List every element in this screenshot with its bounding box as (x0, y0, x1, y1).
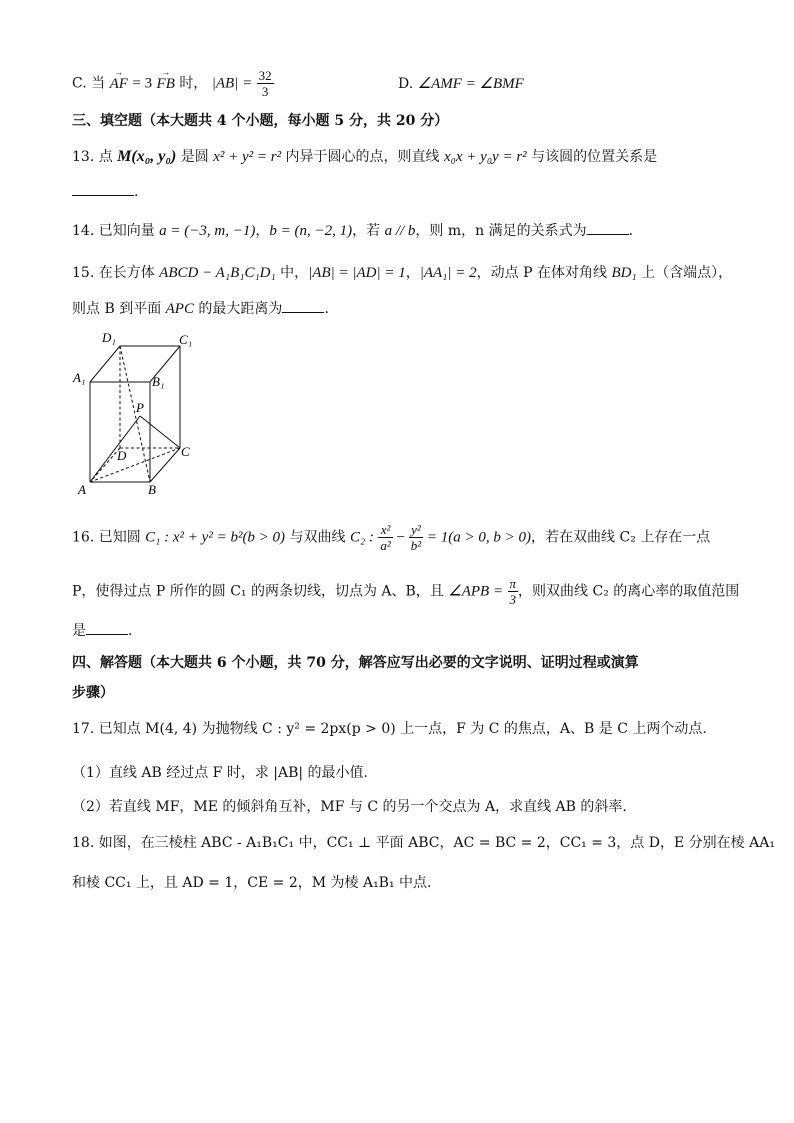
q16-hyperbola-rhs: = 1(a > 0, b > 0) (423, 529, 532, 546)
option-d-expr: ∠AMF = ∠BMF (417, 76, 524, 92)
question-13: 13. 点 M(x₀, y₀) 是圆 x² + y² = r² 内异于圆心的点，则直线 x₀x + y₀y = r² 与该圆的位置关系是 (72, 148, 658, 165)
label-d1: D₁ (102, 330, 116, 345)
vector-fb: → FB (156, 66, 175, 92)
q16-frac-x: $\frac{\text{x²}}{\text{a²}}$ (380, 522, 391, 553)
question-18-line-2: 和棱 CC₁ 上，且 AD = 1，CE = 2，M 为棱 A₁B₁ 中点. (72, 875, 432, 891)
q15-answer-blank (282, 312, 324, 313)
label-c1: C₁ (179, 332, 193, 347)
label-b: B (148, 482, 156, 497)
q14-answer-blank (587, 234, 629, 235)
question-17-part-2: （2）若直线 MF，ME 的倾斜角互补，MF 与 C 的另一个交点为 A，求直线 AB 的斜率. (72, 799, 627, 815)
question-16-line-1: 16. 已知圆 C₁ : x² + y² = b²(b > 0) 与双曲线 C₂ : $\frac{\text{x²}}{\text{a²}}$ − $\frac{\text{y²}}{\text{b²}}$ = 1(a > 0, b > 0)，若在双曲线 C₂ 上存在一点 (72, 522, 711, 553)
question-16-line-3: 是 . (72, 623, 133, 639)
fraction-32-3: $\frac{32}{3}$ (258, 68, 272, 99)
label-d: D (117, 448, 127, 463)
question-18-line-1: 18. 如图，在三棱柱 ABC - A₁B₁C₁ 中，CC₁ ⊥ 平面 ABC，AC = BC = 2，CC₁ = 3，点 D，E 分别在棱 AA₁ (72, 835, 775, 851)
question-15-line-1: 15. 在长方体 ABCD − A₁B₁C₁D₁ 中，|AB| = |AD| = 1，|AA₁| = 2，动点 P 在体对角线 BD₁ 上（含端点）， (72, 265, 733, 281)
option-d (398, 74, 524, 93)
question-17: 17. 已知点 M(4, 4) 为抛物线 C : y² = 2px(p > 0) 上一点，F 为 C 的焦点，A、B 是 C 上两个动点. (72, 721, 707, 737)
q14-vector-a: a = (−3, m, −1) (159, 223, 256, 239)
label-a: A (78, 482, 86, 497)
label-p: P (136, 400, 144, 415)
question-17-part-1: （1）直线 AB 经过点 F 时，求 |AB| 的最小值. (72, 765, 369, 781)
q16-frac-pi-3: $\frac{\pi}{3}$ (509, 576, 517, 607)
q13-answer-blank: . (72, 184, 138, 200)
option-c-eq3: = 3 (132, 75, 153, 92)
label-c: C (181, 444, 190, 459)
q16-frac-y: $\frac{\text{y²}}{\text{b²}}$ (410, 522, 422, 553)
q15-cond-2: |AA₁| = 2 (419, 265, 477, 281)
q13-line: x₀x + y₀y = r² (444, 149, 527, 165)
q13-point: M(x₀, y₀) (117, 148, 177, 165)
q16-answer-blank (86, 634, 128, 635)
option-c-ab: |AB| = (211, 75, 253, 92)
section-3-heading: 三、填空题（本大题共 4 个小题，每小题 5 分，共 20 分） (72, 113, 449, 129)
section-4-heading-line-1: 四、解答题（本大题共 6 个小题，共 70 分，解答应写出必要的文字说明、证明过程或演算 (72, 655, 639, 671)
question-14: 14. 已知向量 a = (−3, m, −1)，b = (n, −2, 1)，若 a // b，则 m，n 满足的关系式为 . (72, 223, 634, 239)
q15-diagonal: BD₁ (611, 265, 637, 281)
option-c-when: 时， (179, 75, 208, 92)
question-15-line-2: 则点 B 到平面 APC 的最大距离为 . (72, 301, 329, 317)
q15-box: ABCD − A₁B₁C₁D₁ (159, 265, 276, 281)
q13-circle: x² + y² = r² (213, 149, 282, 165)
vector-af: → AF (109, 66, 128, 92)
label-a1: A₁ (73, 370, 86, 385)
q16-circle: C₁ : x² + y² = b²(b > 0) (145, 529, 286, 546)
q14-vector-b: b = (n, −2, 1) (269, 223, 353, 239)
option-d-label: D. (398, 76, 418, 92)
q15-cond-1: |AB| = |AD| = 1 (308, 265, 406, 281)
q15-plane: APC (165, 301, 194, 317)
option-c-label: C. 当 (72, 75, 106, 92)
cuboid-figure (72, 326, 212, 498)
option-c (72, 68, 274, 99)
question-16-line-2: P，使得过点 P 所作的圆 C₁ 的两条切线，切点为 A、B，且 ∠APB = $\frac{\pi}{3}$ ，则双曲线 C₂ 的离心率的取值范围 (72, 576, 740, 607)
label-b1: B₁ (152, 374, 165, 389)
section-4-heading-line-2: 步骤） (72, 685, 114, 701)
q14-parallel: a // b (384, 223, 416, 239)
